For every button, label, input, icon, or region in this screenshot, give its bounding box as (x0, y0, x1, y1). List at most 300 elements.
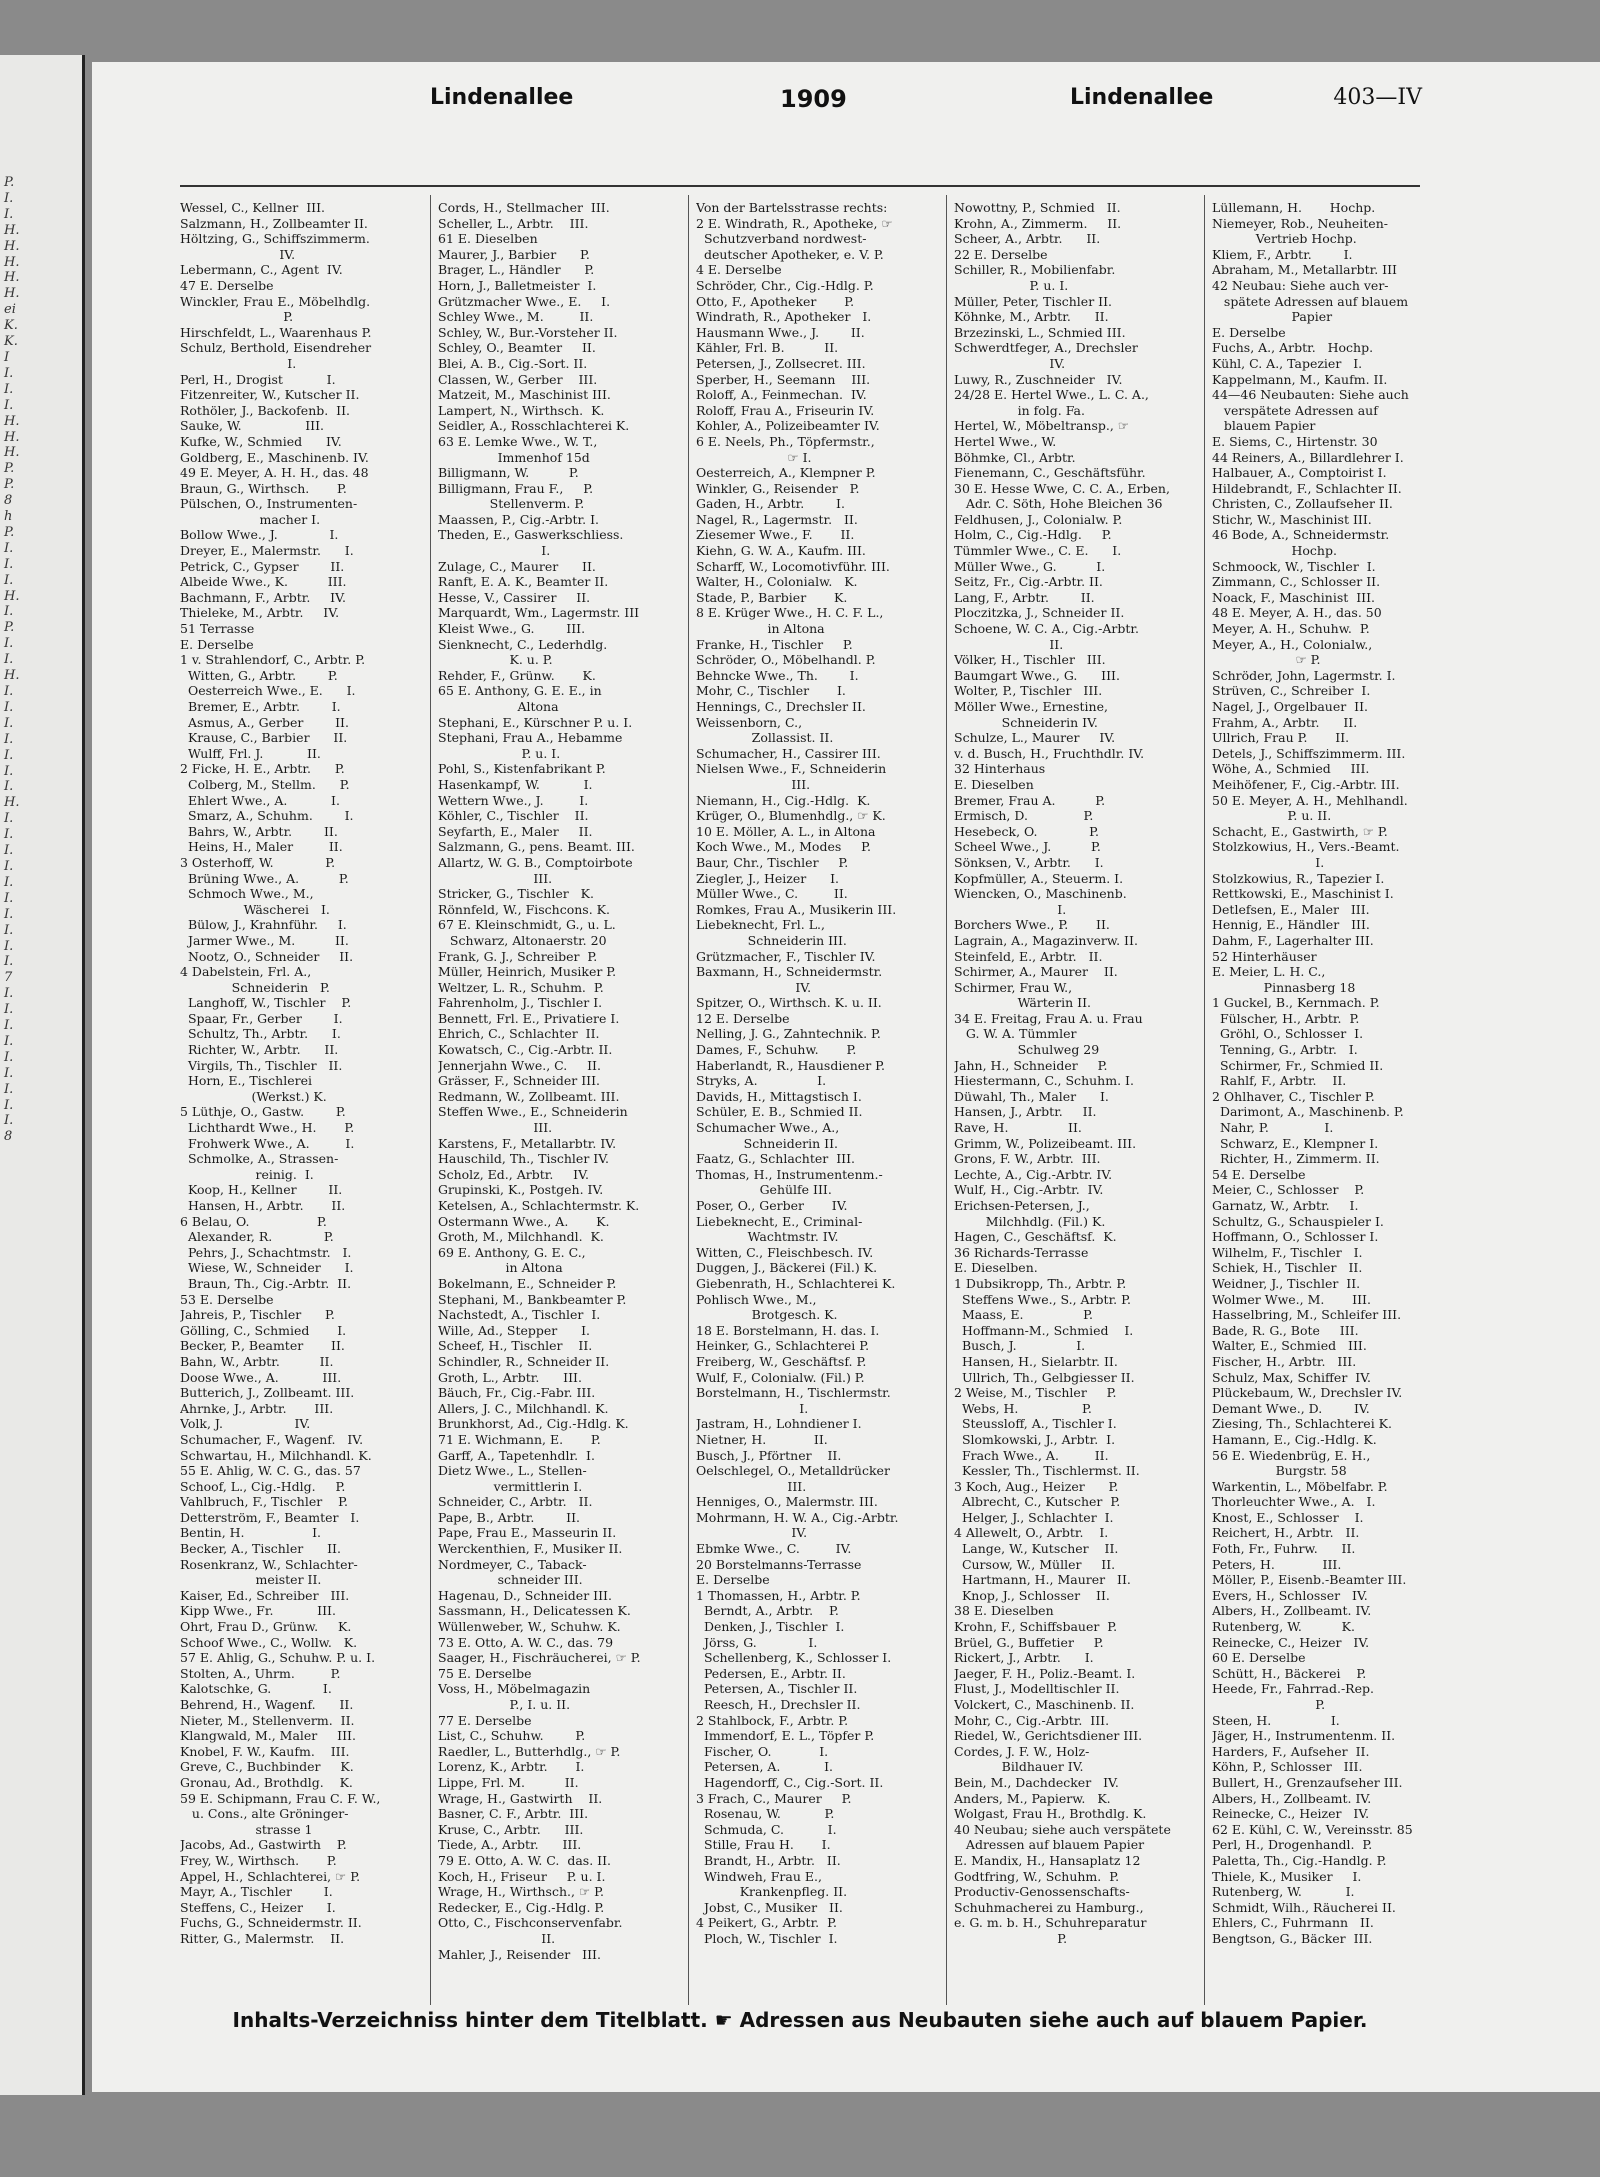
directory-entry: Bade, R. G., Bote III. (1212, 1322, 1359, 1338)
directory-entry: Mohr, C., Cig.-Arbtr. III. (954, 1712, 1110, 1728)
directory-entry: I. (696, 1400, 809, 1416)
directory-entry: Hamann, E., Cig.-Hdlg. K. (1212, 1431, 1377, 1447)
directory-entry: Franke, H., Tischler P. (696, 636, 853, 652)
directory-entry: Rickert, J., Arbtr. I. (954, 1650, 1094, 1666)
directory-entry: Jahreis, P., Tischler P. (180, 1307, 335, 1323)
adjacent-page-mark: I. (4, 1049, 14, 1065)
directory-entry: Wachtmstr. IV. (696, 1229, 839, 1245)
directory-entry: Nagel, R., Lagermstr. II. (696, 511, 858, 527)
directory-entry: Garnatz, W., Arbtr. I. (1212, 1198, 1359, 1213)
directory-entry: Wilhelm, F., Tischler I. (1212, 1244, 1363, 1260)
adjacent-page-mark: 7 (4, 970, 13, 986)
directory-entry: 60 E. Derselbe (1212, 1650, 1306, 1666)
directory-entry: Winckler, Frau E., Möbelhdlg. (180, 293, 371, 309)
directory-entry: Volk, J. IV. (180, 1416, 311, 1432)
adjacent-page-mark: I. (4, 190, 14, 206)
directory-entry: Pape, Frau E., Masseurin II. (438, 1525, 617, 1541)
adjacent-page-mark: I. (4, 556, 14, 572)
adjacent-page-mark: I. (4, 397, 14, 413)
directory-entry: Goldberg, E., Maschinenb. IV. (180, 449, 369, 465)
column-divider (430, 195, 431, 2005)
directory-entry: G. W. A. Tümmler (954, 1026, 1077, 1042)
directory-entry: IV. (954, 355, 1066, 371)
directory-entry: Kowatsch, C., Cig.-Arbtr. II. (438, 1042, 613, 1058)
directory-entry: 69 E. Anthony, G. E. C., (438, 1244, 586, 1260)
directory-entry: Gölling, C., Schmied I. (180, 1322, 347, 1338)
directory-entry: Schwarz, E., Klempner I. (1212, 1135, 1379, 1151)
directory-entry: Kappelmann, M., Kaufm. II. (1212, 371, 1388, 387)
directory-entry: Luwy, R., Zuschneider IV. (954, 371, 1123, 387)
adjacent-page-mark: P. (4, 461, 15, 477)
directory-entry: P., I. u. II. (438, 1697, 571, 1712)
directory-entry: List, C., Schuhw. P. (438, 1728, 586, 1744)
directory-entry: Strüven, C., Schreiber I. (1212, 683, 1371, 699)
directory-entry: Horn, E., Tischlerei (180, 1073, 312, 1089)
directory-entry: 18 E. Borstelmann, H. das. I. (696, 1322, 880, 1338)
directory-entry: 47 E. Derselbe (180, 277, 274, 293)
directory-entry: Kruse, C., Arbtr. III. (438, 1821, 584, 1837)
directory-entry: Butterich, J., Zollbeamt. III. (180, 1385, 355, 1401)
directory-entry: Wulf, F., Colonialw. (Fil.) P. (696, 1369, 865, 1385)
directory-entry: Jacobs, Ad., Gastwirth P. (180, 1837, 347, 1853)
directory-entry: Schutzverband nordwest- (696, 231, 867, 247)
directory-entry: Stryks, A. I. (696, 1073, 827, 1089)
directory-entry: Scholz, Ed., Arbtr. IV. (438, 1166, 589, 1182)
directory-entry: Stephani, M., Bankbeamter P. (438, 1291, 627, 1307)
directory-entry: Wulff, Frl. J. II. (180, 745, 321, 761)
directory-entry: Lampert, N., Wirthsch. K. (438, 402, 605, 418)
directory-entry: Nordmeyer, C., Taback- (438, 1556, 587, 1572)
directory-entry: Schoof, L., Cig.-Hdlg. P. (180, 1478, 346, 1494)
directory-entry: Witten, G., Arbtr. P. (180, 667, 338, 683)
directory-entry: 8 E. Krüger Wwe., H. C. F. L., (696, 605, 884, 621)
directory-entry: Schmoch Wwe., M., (180, 886, 314, 902)
adjacent-page-mark: H. (4, 413, 20, 429)
directory-entry: Schröder, Chr., Cig.-Hdlg. P. (696, 277, 874, 293)
directory-entry: Liebeknecht, Frl. L., (696, 917, 825, 933)
adjacent-page-edge (0, 55, 85, 2095)
adjacent-page-mark: P. (4, 477, 15, 493)
directory-entry: Wrage, H., Wirthsch., ☞ P. (438, 1884, 604, 1900)
adjacent-page-mark: I. (4, 604, 14, 620)
directory-entry: Werckenthien, F., Musiker II. (438, 1541, 623, 1557)
directory-entry: Asmus, A., Gerber II. (180, 714, 349, 730)
directory-entry: Marquardt, Wm., Lagermstr. III (438, 605, 640, 621)
directory-entry: Rehder, F., Grünw. K. (438, 667, 596, 683)
directory-entry: Schulz, Max, Schiffer IV. (1212, 1369, 1372, 1385)
directory-entry: Thiele, K., Musiker I. (1212, 1868, 1362, 1884)
directory-entry: Hertel, W., Möbeltransp., ☞ (954, 418, 1129, 434)
directory-entry: Bülow, J., Krahnführ. I. (180, 917, 347, 933)
directory-column-5 (1212, 200, 1452, 2000)
directory-entry: Sassmann, H., Delicatessen K. (438, 1603, 631, 1619)
directory-entry: Mahler, J., Reisender III. (438, 1946, 601, 1962)
directory-entry: Brandt, H., Arbtr. II. (696, 1852, 841, 1868)
directory-entry: Scheel Wwe., J. P. (954, 839, 1101, 855)
directory-entry: Hertel Wwe., W. (954, 433, 1057, 449)
directory-entry: I. (180, 355, 297, 371)
directory-entry: Perl, H., Drogist I. (180, 371, 336, 387)
directory-entry: 4 Peikert, G., Arbtr. P. (696, 1915, 837, 1931)
directory-entry: 53 E. Derselbe (180, 1291, 274, 1307)
directory-entry: Billigmann, W. P. (438, 465, 579, 481)
directory-entry: I. (1212, 854, 1325, 870)
directory-entry: 54 E. Derselbe (1212, 1166, 1306, 1182)
directory-entry: Hasenkampf, W. I. (438, 776, 593, 792)
directory-entry: 4 E. Derselbe (696, 262, 782, 278)
directory-entry: Albers, H., Zollbeamt. IV. (1212, 1603, 1372, 1619)
directory-entry: Allers, J. C., Milchhandl. K. (438, 1400, 609, 1416)
directory-entry: Steffens Wwe., S., Arbtr. P. (954, 1291, 1131, 1307)
directory-entry: Wolmer Wwe., M. III. (1212, 1291, 1371, 1307)
directory-entry: Zulage, C., Maurer II. (438, 558, 596, 574)
directory-entry: Tiede, A., Arbtr. III. (438, 1837, 582, 1853)
directory-entry: u. Cons., alte Gröninger- (180, 1806, 349, 1822)
directory-entry: Jaeger, F. H., Poliz.-Beamt. I. (954, 1665, 1136, 1681)
directory-entry: Stade, P., Barbier K. (696, 589, 848, 605)
directory-entry: Christen, C., Zollaufseher II. (1212, 496, 1393, 512)
directory-entry: spätete Adressen auf blauem (1212, 293, 1409, 309)
directory-entry: 42 Neubau: Siehe auch ver- (1212, 277, 1389, 293)
header-street-left: Lindenallee (430, 85, 574, 110)
directory-entry: Ehlert Wwe., A. I. (180, 792, 340, 808)
directory-entry: Bremer, Frau A. P. (954, 792, 1106, 808)
directory-entry: Busch, J. I. (954, 1338, 1086, 1354)
directory-entry: III. (438, 870, 553, 886)
directory-entry: Basner, C. F., Arbtr. III. (438, 1806, 589, 1822)
directory-entry: Stellenverm. P. (438, 496, 585, 512)
directory-entry: Albeide Wwe., K. III. (180, 574, 347, 590)
directory-entry: Greve, C., Buchbinder K. (180, 1759, 354, 1775)
directory-entry: Ploczitzka, J., Schneider II. (954, 605, 1125, 621)
directory-entry: Grässer, F., Schneider III. (438, 1073, 601, 1089)
directory-entry: Warkentin, L., Möbelfabr. P. (1212, 1478, 1388, 1494)
directory-entry: 71 E. Wichmann, E. P. (438, 1431, 601, 1447)
directory-entry: Fuchs, G., Schneidermstr. II. (180, 1915, 362, 1931)
directory-entry: Schmidt, Wilh., Räucherei II. (1212, 1899, 1396, 1915)
directory-entry: Billigmann, Frau F., P. (438, 480, 594, 496)
directory-entry: 3 Frach, C., Maurer P. (696, 1790, 852, 1806)
directory-entry: Fitzenreiter, W., Kutscher II. (180, 387, 360, 403)
directory-entry: Schirmer, A., Maurer II. (954, 964, 1118, 980)
directory-entry: Plückebaum, W., Drechsler IV. (1212, 1385, 1403, 1401)
directory-entry: Schmuda, C. I. (696, 1821, 837, 1837)
directory-entry: Hennig, E., Händler III. (1212, 917, 1370, 933)
directory-entry: Mohr, C., Tischler I. (696, 683, 846, 699)
directory-entry: Reinecke, C., Heizer IV. (1212, 1806, 1370, 1822)
directory-entry: Reinecke, C., Heizer IV. (1212, 1634, 1370, 1650)
directory-entry: 1 v. Strahlendorf, C., Arbtr. P. (180, 652, 366, 668)
directory-entry: Rutenberg, W. I. (1212, 1884, 1355, 1900)
directory-entry: Knop, J., Schlosser II. (954, 1587, 1110, 1603)
directory-entry: Adressen auf blauem Papier (954, 1837, 1145, 1853)
directory-entry: Wiencken, O., Maschinenb. (954, 886, 1127, 902)
directory-entry: Schulze, L., Maurer IV. (954, 730, 1116, 746)
directory-entry: Webs, H. P. (954, 1400, 1092, 1416)
directory-entry: Kohler, A., Polizeibeamter IV. (696, 418, 880, 434)
directory-entry: Lange, W., Kutscher II. (954, 1541, 1119, 1557)
directory-entry: Steffens, C., Heizer I. (180, 1899, 336, 1915)
directory-entry: Kufke, W., Schmied IV. (180, 433, 342, 449)
directory-entry: Pinnasberg 18 (1212, 979, 1356, 995)
directory-entry: Schacht, E., Gastwirth, ☞ P. (1212, 823, 1388, 839)
directory-entry: Spaar, Fr., Gerber I. (180, 1010, 343, 1026)
directory-entry: Sperber, H., Seemann III. (696, 371, 871, 387)
directory-entry: Jarmer Wwe., M. II. (180, 932, 349, 948)
directory-entry: Kessler, Th., Tischlermst. II. (954, 1463, 1140, 1479)
directory-entry: Kalotschke, G. I. (180, 1681, 332, 1697)
directory-entry: P. (954, 1930, 1068, 1946)
directory-entry: Evers, H., Schlosser IV. (1212, 1587, 1368, 1603)
directory-entry: E. Dieselben. (954, 1260, 1038, 1276)
directory-entry: Paletta, Th., Cig.-Handlg. P. (1212, 1852, 1387, 1868)
directory-entry: ☞ I. (696, 449, 812, 465)
directory-entry: Ebmke Wwe., C. IV. (696, 1541, 852, 1557)
directory-entry: K. u. P. (438, 652, 553, 668)
directory-entry: Schiller, R., Mobilienfabr. (954, 262, 1116, 278)
directory-entry: Schüler, E. B., Schmied II. (696, 1104, 863, 1120)
directory-entry: Duggen, J., Bäckerei (Fil.) K. (696, 1260, 878, 1276)
directory-entry: Davids, H., Mittagstisch I. (696, 1088, 862, 1104)
directory-entry: Borstelmann, H., Tischlermstr. (696, 1385, 891, 1401)
directory-entry: 34 E. Freitag, Frau A. u. Frau (954, 1010, 1143, 1026)
directory-entry: Niemeyer, Rob., Neuheiten- (1212, 215, 1388, 231)
directory-entry: Zimmann, C., Schlosser II. (1212, 574, 1381, 590)
directory-entry: Bildhauer IV. (954, 1759, 1084, 1775)
directory-entry: E. Mandix, H., Hansaplatz 12 (954, 1852, 1141, 1868)
directory-entry: reinig. I. (180, 1166, 314, 1182)
directory-entry: Stephani, E., Kürschner P. u. I. (438, 714, 633, 730)
directory-entry: Fahrenholm, J., Tischler I. (438, 995, 603, 1011)
directory-entry: Grupinski, K., Postgeh. IV. (438, 1182, 604, 1198)
directory-entry: 40 Neubau; siehe auch verspätete (954, 1821, 1171, 1837)
directory-entry: Grützmacher Wwe., E. I. (438, 293, 611, 309)
adjacent-page-mark: I. (4, 1113, 14, 1129)
directory-entry: Krüger, O., Blumenhdlg., ☞ K. (696, 808, 886, 824)
adjacent-page-mark: I. (4, 1033, 14, 1049)
directory-entry: Gehülfe III. (696, 1182, 832, 1198)
directory-entry: Papier (1212, 309, 1333, 325)
directory-entry: Hoffmann, O., Schlosser I. (1212, 1229, 1379, 1245)
adjacent-page-mark: I. (4, 699, 14, 715)
directory-entry: Kiehn, G. W. A., Kaufm. III. (696, 543, 866, 559)
directory-entry: Stichr, W., Maschinist III. (1212, 511, 1372, 527)
directory-entry: III. (696, 776, 811, 792)
directory-entry: Heins, H., Maler II. (180, 839, 343, 855)
directory-entry: in folg. Fa. (954, 402, 1085, 418)
directory-entry: Hesebeck, O. P. (954, 823, 1100, 839)
adjacent-page-mark: I. (4, 1081, 14, 1097)
directory-entry: Brüel, G., Buffetier P. (954, 1634, 1104, 1650)
directory-entry: Wäscherei I. (180, 901, 330, 917)
directory-entry: P. u. II. (1212, 808, 1332, 824)
adjacent-page-mark: H. (4, 445, 20, 461)
directory-entry: Seidler, A., Rosschlachterei K. (438, 418, 630, 434)
directory-entry: meister II. (180, 1572, 322, 1588)
header-page-number: 403—IV (1333, 85, 1422, 110)
directory-entry: Bein, M., Dachdecker IV. (954, 1774, 1119, 1790)
directory-entry: Weltzer, L. R., Schuhm. P. (438, 979, 604, 995)
directory-entry: Nahr, P. I. (1212, 1120, 1334, 1136)
adjacent-page-mark: I (4, 349, 10, 365)
directory-column-3 (696, 200, 936, 2000)
adjacent-page-mark: I. (4, 652, 14, 668)
directory-entry: Salzmann, G., pens. Beamt. III. (438, 839, 635, 855)
directory-entry: Braun, Th., Cig.-Arbtr. II. (180, 1275, 352, 1291)
directory-entry: IV. (180, 246, 296, 262)
directory-entry: Dietz Wwe., L., Stellen- (438, 1463, 587, 1479)
directory-entry: 5 Lüthje, O., Gastw. P. (180, 1104, 346, 1120)
adjacent-page-mark: I. (4, 763, 14, 779)
directory-entry: Busch, J., Pförtner II. (696, 1447, 842, 1463)
directory-column-2 (438, 200, 678, 2000)
directory-entry: Frahm, A., Arbtr. II. (1212, 714, 1358, 730)
directory-entry: Smarz, A., Schuhm. I. (180, 808, 354, 824)
directory-entry: Knobel, F. W., Kaufm. III. (180, 1743, 350, 1759)
adjacent-page-mark: I. (4, 779, 14, 795)
directory-entry: Von der Bartelsstrasse rechts: (696, 200, 888, 215)
column-divider (688, 195, 689, 2005)
directory-entry: Bollow Wwe., J. I. (180, 527, 339, 543)
directory-entry: Roloff, A., Feinmechan. IV. (696, 387, 867, 403)
directory-entry: Witten, C., Fleischbesch. IV. (696, 1244, 874, 1260)
directory-column-1 (180, 200, 420, 2000)
directory-entry: Grimm, W., Polizeibeamt. III. (954, 1135, 1137, 1151)
directory-entry: Reesch, H., Drechsler II. (696, 1697, 861, 1712)
adjacent-page-marks (4, 175, 54, 1145)
header-street-right: Lindenallee (1070, 85, 1214, 110)
directory-entry: Meyer, A. H., Schuhw. P. (1212, 621, 1370, 637)
directory-entry: Bengtson, G., Bäcker III. (1212, 1930, 1373, 1946)
adjacent-page-mark: I. (4, 540, 14, 556)
directory-entry: Groth, M., Milchhandl. K. (438, 1229, 604, 1245)
directory-entry: Baumgart Wwe., G. III. (954, 667, 1120, 683)
directory-entry: Maass, E. P. (954, 1307, 1093, 1323)
directory-entry: 2 Ohlhaver, C., Tischler P. (1212, 1088, 1375, 1104)
directory-entry: Kaiser, Ed., Schreiber III. (180, 1587, 350, 1603)
directory-entry: Wiese, W., Schneider I. (180, 1260, 354, 1276)
directory-entry: Windweh, Frau E., (696, 1868, 822, 1884)
directory-entry: Grons, F. W., Arbtr. III. (954, 1151, 1101, 1167)
directory-entry: Baxmann, H., Schneidermstr. (696, 964, 883, 980)
directory-entry: Karstens, F., Metallarbtr. IV. (438, 1135, 617, 1151)
directory-entry: 6 E. Neels, Ph., Töpfermstr., (696, 433, 875, 449)
directory-entry: Steen, H. I. (1212, 1712, 1340, 1728)
directory-entry: Ullrich, Th., Gelbgiesser II. (954, 1369, 1135, 1385)
directory-entry: Virgils, Th., Tischler II. (180, 1057, 343, 1073)
directory-entry: Behncke Wwe., Th. I. (696, 667, 859, 683)
directory-entry: Möller Wwe., Ernestine, (954, 699, 1108, 714)
directory-entry: 4 Dabelstein, Frl. A., (180, 964, 312, 980)
directory-entry: 20 Borstelmanns-Terrasse (696, 1556, 862, 1572)
directory-entry: Detlefsen, E., Maler III. (1212, 901, 1370, 917)
directory-entry: Baur, Chr., Tischler P. (696, 854, 849, 870)
adjacent-page-mark: I. (4, 1018, 14, 1034)
directory-entry: Petersen, A. I. (696, 1759, 834, 1775)
directory-entry: Oesterreich, A., Klempner P. (696, 465, 876, 481)
directory-entry: 52 Hinterhäuser (1212, 948, 1317, 964)
directory-column-4 (954, 200, 1194, 2000)
directory-entry: Gröhl, O., Schlosser I. (1212, 1026, 1364, 1042)
directory-entry: Berndt, A., Arbtr. P. (696, 1603, 839, 1619)
directory-entry: Alexander, R. P. (180, 1229, 334, 1245)
directory-entry: Faatz, G., Schlachter III. (696, 1151, 855, 1167)
directory-entry: Haberlandt, R., Hausdiener P. (696, 1057, 885, 1073)
directory-entry: Otto, F., Apotheker P. (696, 293, 855, 309)
directory-entry: Liebeknecht, E., Criminal- (696, 1213, 863, 1229)
directory-entry: Ermisch, D. P. (954, 808, 1094, 824)
adjacent-page-mark: h (4, 509, 13, 525)
adjacent-page-mark: I. (4, 954, 14, 970)
directory-entry: Jörss, G. I. (696, 1634, 818, 1650)
directory-entry: Dahm, F., Lagerhalter III. (1212, 932, 1374, 948)
adjacent-page-mark: 8 (4, 1129, 13, 1145)
directory-entry: Hoffmann-M., Schmied I. (954, 1322, 1134, 1338)
directory-entry: Hennings, C., Drechsler II. (696, 699, 866, 714)
directory-entry: Krohn, F., Schiffsbauer P. (954, 1619, 1118, 1635)
directory-entry: Romkes, Frau A., Musikerin III. (696, 901, 897, 917)
directory-entry: Jobst, C., Musiker II. (696, 1899, 843, 1915)
directory-entry: Bremer, E., Arbtr. I. (180, 699, 341, 714)
directory-entry: Ziesemer Wwe., F. II. (696, 527, 855, 543)
adjacent-page-mark: I. (4, 986, 14, 1002)
directory-entry: Productiv-Genossenschafts- (954, 1884, 1130, 1900)
directory-entry: Detterström, F., Beamter I. (180, 1509, 360, 1525)
directory-entry: Schumacher Wwe., A., (696, 1120, 840, 1136)
directory-entry: Blei, A. B., Cig.-Sort. II. (438, 355, 588, 371)
directory-entry: Kühl, C. A., Tapezier I. (1212, 355, 1363, 371)
directory-entry: Adr. C. Söth, Hohe Bleichen 36 (954, 496, 1163, 512)
directory-entry: Kipp Wwe., Fr. III. (180, 1603, 336, 1619)
directory-entry: Volckert, C., Maschinenb. II. (954, 1697, 1135, 1712)
directory-entry: Schütt, H., Bäckerei P. (1212, 1665, 1367, 1681)
directory-entry: Bentin, H. I. (180, 1525, 321, 1541)
directory-entry: Schumacher, F., Wagenf. IV. (180, 1431, 364, 1447)
directory-entry: Frach Wwe., A. II. (954, 1447, 1109, 1463)
directory-entry: Jennerjahn Wwe., C. II. (438, 1057, 601, 1073)
directory-entry: 1 Guckel, B., Kernmach. P. (1212, 995, 1380, 1011)
directory-entry: Windrath, R., Apotheker I. (696, 309, 872, 325)
directory-entry: Schneiderin IV. (954, 714, 1098, 730)
directory-entry: Fülscher, H., Arbtr. P. (1212, 1010, 1360, 1026)
directory-entry: Doose Wwe., A. III. (180, 1369, 342, 1385)
adjacent-page-mark: K. (4, 318, 18, 334)
adjacent-page-mark: P. (4, 524, 15, 540)
directory-entry: Jahn, H., Schneider P. (954, 1057, 1108, 1073)
directory-entry: blauem Papier (1212, 418, 1316, 434)
directory-entry: Classen, W., Gerber III. (438, 371, 598, 387)
directory-entry: Nelling, J. G., Zahntechnik. P. (696, 1026, 881, 1042)
directory-entry: Frank, G. J., Schreiber P. (438, 948, 598, 964)
directory-entry: 51 Terrasse (180, 621, 255, 637)
directory-entry: Denken, J., Tischler I. (696, 1619, 845, 1635)
directory-entry: Feldhusen, J., Colonialw. P. (954, 511, 1123, 527)
directory-entry: Ehrich, C., Schlachter II. (438, 1026, 600, 1042)
directory-entry: Schoene, W. C. A., Cig.-Arbtr. (954, 621, 1139, 637)
directory-entry: Jäger, H., Instrumentenm. II. (1212, 1728, 1396, 1744)
directory-entry: Otto, C., Fischconservenfabr. (438, 1915, 623, 1931)
directory-entry: II. (954, 636, 1064, 652)
directory-entry: E. Dieselben (954, 776, 1034, 792)
directory-entry: 75 E. Derselbe (438, 1665, 532, 1681)
directory-entry: 55 E. Ahlig, W. C. G., das. 57 (180, 1463, 361, 1479)
directory-entry: Hartmann, H., Maurer II. (954, 1572, 1131, 1588)
directory-entry: Tenning, G., Arbtr. I. (1212, 1042, 1358, 1058)
directory-entry: III. (696, 1478, 807, 1494)
directory-entry: Poser, O., Gerber IV. (696, 1198, 848, 1213)
directory-entry: Wille, Ad., Stepper I. (438, 1322, 591, 1338)
directory-entry: Petersen, A., Tischler II. (696, 1681, 858, 1697)
